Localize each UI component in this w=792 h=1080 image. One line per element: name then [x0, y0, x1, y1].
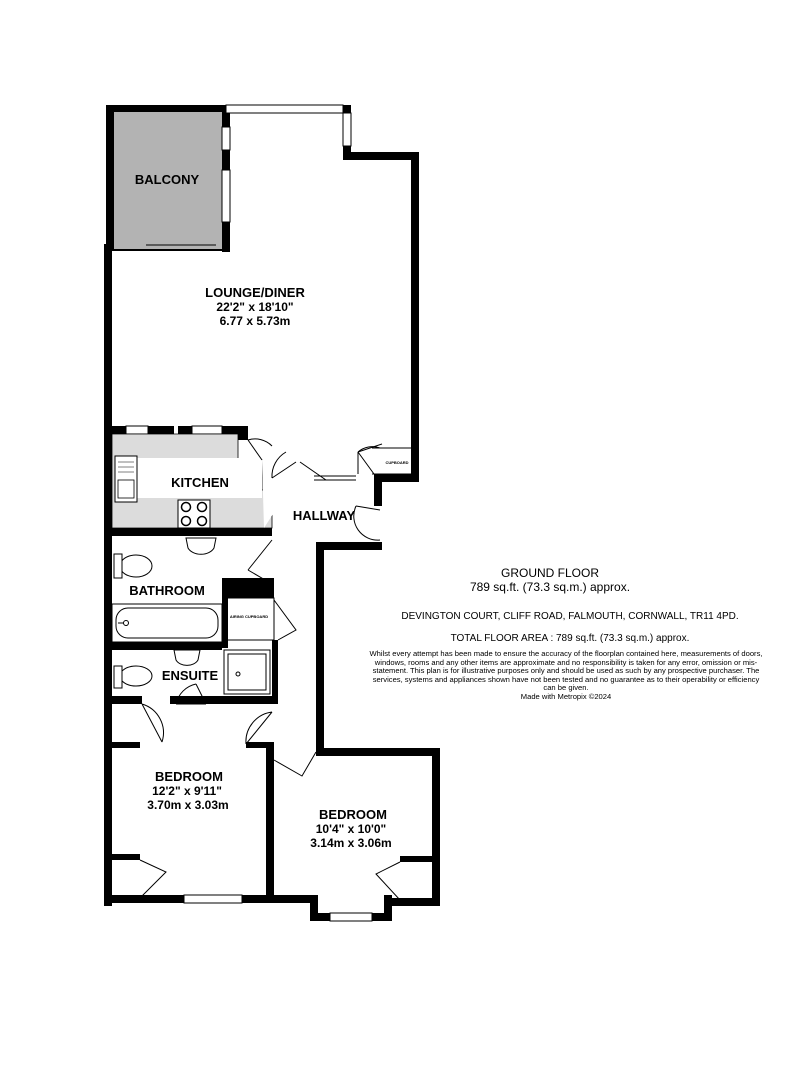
toilet-icon: [120, 555, 152, 577]
bedroom2-dim-imperial: 10'4" x 10'0": [315, 822, 387, 836]
cupboard-label: CUPBOARD: [385, 460, 409, 465]
bathroom-label: BATHROOM: [129, 583, 205, 598]
bedroom2-label: BEDROOM: [319, 807, 387, 822]
bedroom2-dim-metric: 3.14m x 3.06m: [310, 836, 392, 850]
lounge-dim-metric: 6.77 x 5.73m: [219, 314, 291, 328]
credit-text: Made with Metropix ©2024: [520, 691, 612, 701]
lounge-dim-imperial: 22'2" x 18'10": [216, 300, 294, 314]
hob-icon: [178, 500, 210, 528]
kitchen-label: KITCHEN: [171, 475, 229, 490]
ensuite-label: ENSUITE: [161, 668, 219, 683]
hallway-label: HALLWAY: [292, 508, 356, 523]
floor-title: GROUND FLOOR: [500, 566, 599, 580]
bedroom1-dim-imperial: 12'2" x 9'11": [152, 784, 222, 798]
basin-icon: [186, 538, 216, 554]
floor-info: [440, 566, 660, 594]
ensuite-basin-icon: [174, 650, 200, 665]
airing-cupboard-label: AIRING CUPBOARD: [229, 614, 269, 619]
bedroom1-dim-metric: 3.70m x 3.03m: [147, 798, 229, 812]
lounge-label: LOUNGE/DINER: [205, 285, 305, 300]
bedroom1-label: BEDROOM: [155, 769, 223, 784]
disclaimer-text: Whilst every attempt has been made to ensure the accuracy of the floorplan contained here, measurements of doors, windows, rooms and any other items are approximate and no responsibility is taken for any error, omission or mis-statement. This plan is for illustrative purposes only and should be used as such by any prospective purchaser. The services, systems and appliances shown have not been tested and no guarantee as to their operability or efficiency can be given.: [369, 649, 763, 693]
balcony-label: BALCONY: [134, 172, 200, 187]
ensuite-toilet-icon: [120, 666, 152, 686]
disclaimer: [368, 650, 764, 702]
floor-area: 789 sq.ft. (73.3 sq.m.) approx.: [469, 580, 631, 594]
address-text: DEVINGTON COURT, CLIFF ROAD, FALMOUTH, CORNWALL, TR11 4PD.: [401, 611, 739, 622]
total-area-text: TOTAL FLOOR AREA : 789 sq.ft. (73.3 sq.m.) approx.: [450, 633, 690, 644]
